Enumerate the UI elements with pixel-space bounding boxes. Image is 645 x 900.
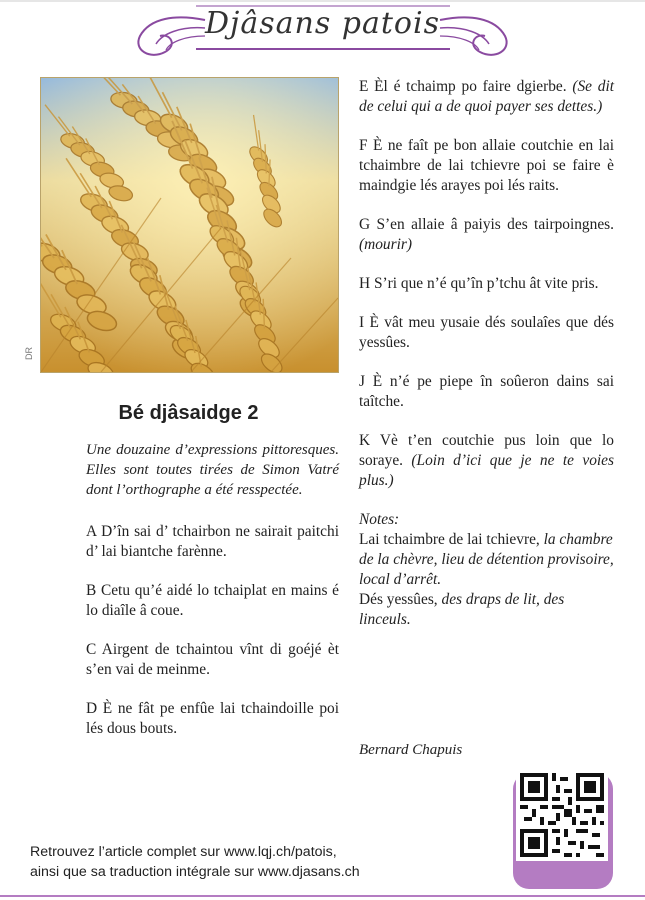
article-title: Bé djâsaidge 2 xyxy=(118,402,259,424)
expression-c: C Airgent de tchaintou vînt di goéjé èt s’en vai de meinme. xyxy=(86,641,339,678)
expression-f: F È ne faît pe bon allaie coutchie en lai tchaimbre de lai tchievre poi se faire è maindgie lés arayes poi lés raits. xyxy=(359,137,614,194)
expression-h: H S’ri que n’é qu’în p’tchu ât vite pris. xyxy=(359,275,599,292)
expression-k-text: K Vè t’en coutchie pus loin que lo soraye. xyxy=(359,432,614,469)
masthead-header xyxy=(0,0,645,72)
expression-e xyxy=(359,77,614,117)
expression-b: B Cetu qu’é aidé lo tchaiplat en mains é lo diaîle â coue. xyxy=(86,582,339,619)
right-column xyxy=(359,77,614,630)
wheat-photo xyxy=(40,77,339,373)
note-1-term: Lai tchaimbre de lai tchievre, xyxy=(359,531,540,548)
notes-title: Notes: xyxy=(359,511,400,528)
expression-i: I È vât meu yusaie dés soulaîes que dés yessûes. xyxy=(359,314,614,351)
masthead-title: Djâsans patois xyxy=(205,6,440,41)
expression-g-text: G S’en allaie â paiyis des tairpoingnes. xyxy=(359,216,614,233)
note-2 xyxy=(359,590,614,630)
footer-info xyxy=(30,842,360,882)
expression-e-note: (Se dit de celui qui a de quoi payer ses dettes.) xyxy=(359,78,614,115)
note-1 xyxy=(359,530,614,590)
expression-k-note: (Loin d’ici que je ne te voies plus.) xyxy=(359,452,614,489)
footer-line-translation-link[interactable]: ainsi que sa traduction intégrale sur www.djasans.ch xyxy=(30,864,360,880)
photo-credit: DR xyxy=(24,347,34,360)
note-1-definition: la chambre de la chèvre, lieu de détention provisoire, local d’arrêt. xyxy=(359,531,614,588)
footer-divider xyxy=(0,895,645,897)
expression-d: D È ne fât pe enfûe lai tchaindoille poi lés dous bouts. xyxy=(86,700,339,737)
expression-g xyxy=(359,215,614,255)
expression-k xyxy=(359,431,614,491)
expression-j: J È n’é pe piepe în soûeron dains sai taîtche. xyxy=(359,373,614,410)
note-2-definition: des draps de lit, des linceuls. xyxy=(359,591,565,628)
expression-g-note: (mourir) xyxy=(359,236,413,253)
footer-line-article-link[interactable]: Retrouvez l’article complet sur www.lqj.ch/patois, xyxy=(30,844,337,860)
left-column xyxy=(86,440,339,758)
author-signature: Bernard Chapuis xyxy=(359,742,463,758)
expression-a: A D’în sai d’ tchairbon ne sairait paitchi d’ lai biantche farènne. xyxy=(86,523,339,560)
article-intro: Une douzaine d’expressions pittoresques. Elles sont toutes tirées de Simon Vatré dont l’orthographe a été resspectée. xyxy=(86,442,339,498)
expression-e-text: E Èl é tchaimp po faire dgierbe. xyxy=(359,78,567,95)
qr-code-icon[interactable] xyxy=(516,769,608,861)
note-2-term: Dés yessûes, xyxy=(359,591,438,608)
notes-section xyxy=(359,510,614,630)
